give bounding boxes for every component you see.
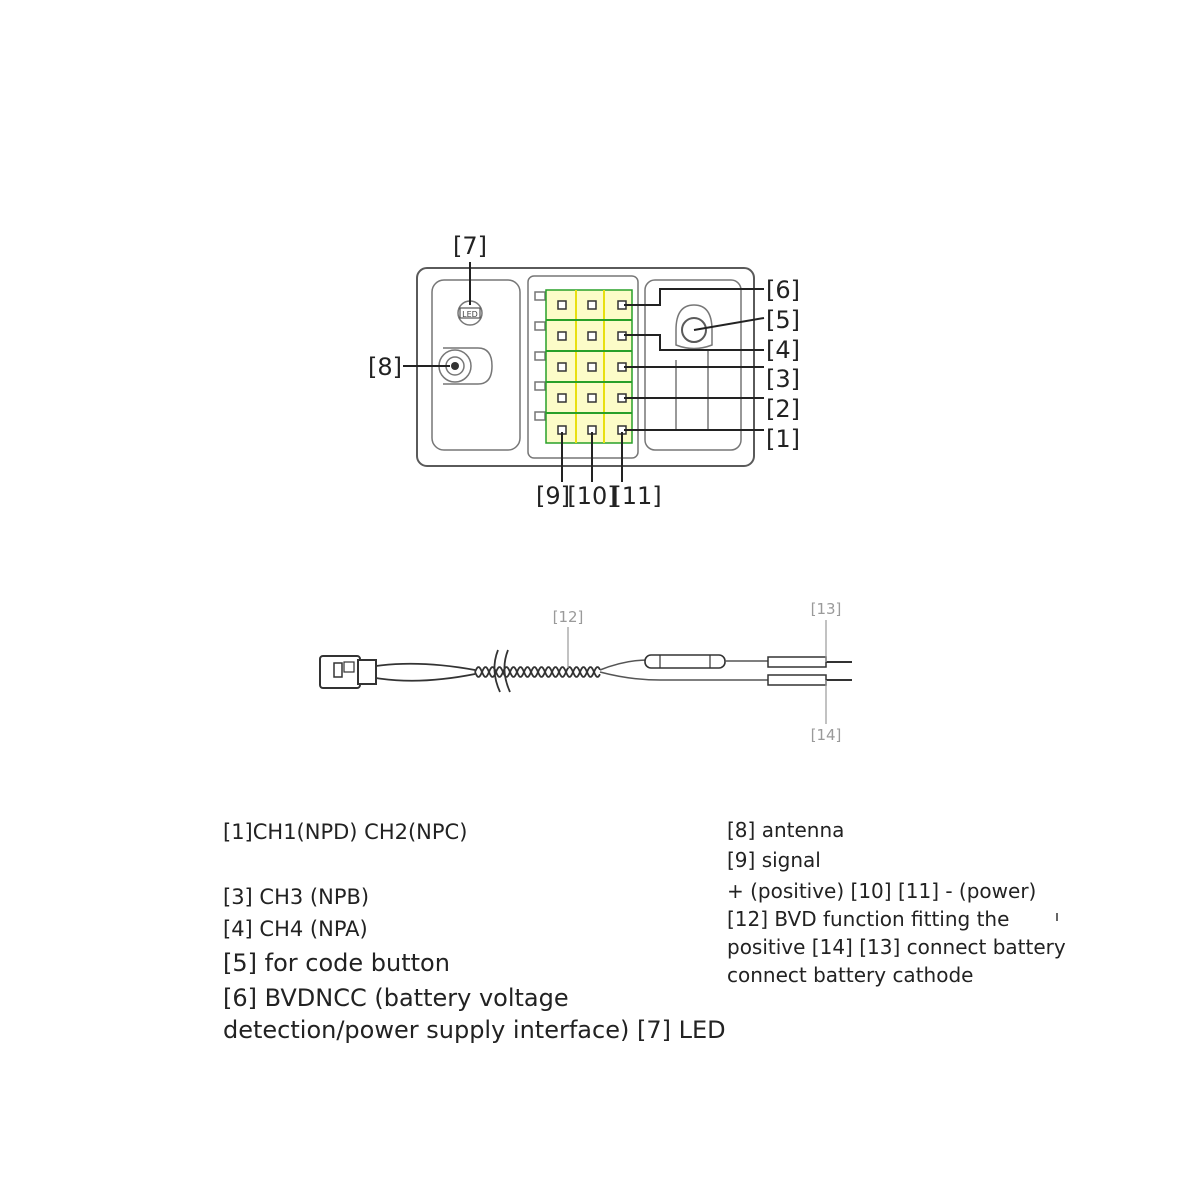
legend-item-6-cont: detection/power supply interface) [7] LED	[223, 1016, 726, 1044]
legend-item-4: [4] CH4 (NPA)	[223, 917, 368, 941]
callout-5: [5]	[766, 306, 800, 334]
legend-item-12: [12] BVD function fitting the	[727, 907, 1010, 931]
wire-bottom-right	[600, 672, 660, 680]
legend-item-9: [9] signal	[727, 848, 821, 872]
right-callouts	[766, 276, 800, 453]
callout-2: [2]	[766, 395, 800, 423]
antenna-center	[451, 362, 459, 370]
header-pin	[588, 394, 596, 402]
header-pin	[558, 394, 566, 402]
legend-item-6: [6] BVDNCC (battery voltage	[223, 984, 569, 1012]
callout-9: [9]	[536, 482, 570, 510]
callout-7: [7]	[453, 232, 487, 260]
plug-latch	[334, 663, 342, 677]
callout-8: [8]	[368, 353, 402, 381]
header-pin	[588, 363, 596, 371]
antenna-mount	[443, 348, 492, 384]
connector-stub	[535, 382, 545, 390]
terminal-top	[768, 657, 826, 667]
callout-1: [1]	[766, 425, 800, 453]
legend-item-13-14: positive [14] [13] connect battery	[727, 935, 1066, 959]
wire-top-left	[376, 664, 475, 670]
connector-stub	[535, 292, 545, 300]
cable-plug	[320, 656, 376, 688]
wire-bottom-left	[376, 674, 475, 681]
callout-14: [14]	[810, 726, 842, 744]
led-text: LED	[462, 310, 478, 319]
connector-stub	[535, 352, 545, 360]
header-pin	[588, 301, 596, 309]
legend-item-1: [1]CH1(NPD) CH2(NPC)	[223, 820, 468, 844]
header-pin	[558, 332, 566, 340]
legend-item-cathode: connect battery cathode	[727, 963, 974, 987]
legend-item-8: [8] antenna	[727, 818, 845, 842]
wire-top-right	[600, 660, 648, 670]
bvd-cable	[320, 600, 852, 744]
callout-3: [3]	[766, 365, 800, 393]
plug-slot	[344, 662, 354, 672]
header-pin	[558, 363, 566, 371]
callout-10: [10]	[567, 482, 617, 510]
antenna	[368, 348, 492, 384]
callout-12: [12]	[552, 608, 584, 626]
connector-stub	[535, 412, 545, 420]
header-pin	[588, 332, 596, 340]
pin-grid	[546, 290, 632, 443]
legend-item-10-11: + (positive) [10] [11] - (power)	[727, 879, 1037, 903]
code-button	[676, 305, 764, 349]
inline-fuse	[645, 655, 725, 668]
callout-4: [4]	[766, 336, 800, 364]
connector-edge-stubs	[535, 292, 545, 420]
terminal-bottom	[768, 675, 826, 685]
plug-neck	[358, 660, 376, 684]
callout-11: [11]	[612, 482, 662, 510]
led	[453, 232, 487, 325]
legend-item-5: [5] for code button	[223, 949, 450, 977]
header-pin	[558, 301, 566, 309]
callout-6: [6]	[766, 276, 800, 304]
callout-13: [13]	[810, 600, 842, 618]
connector-stub	[535, 322, 545, 330]
legend-item-3: [3] CH3 (NPB)	[223, 885, 370, 909]
